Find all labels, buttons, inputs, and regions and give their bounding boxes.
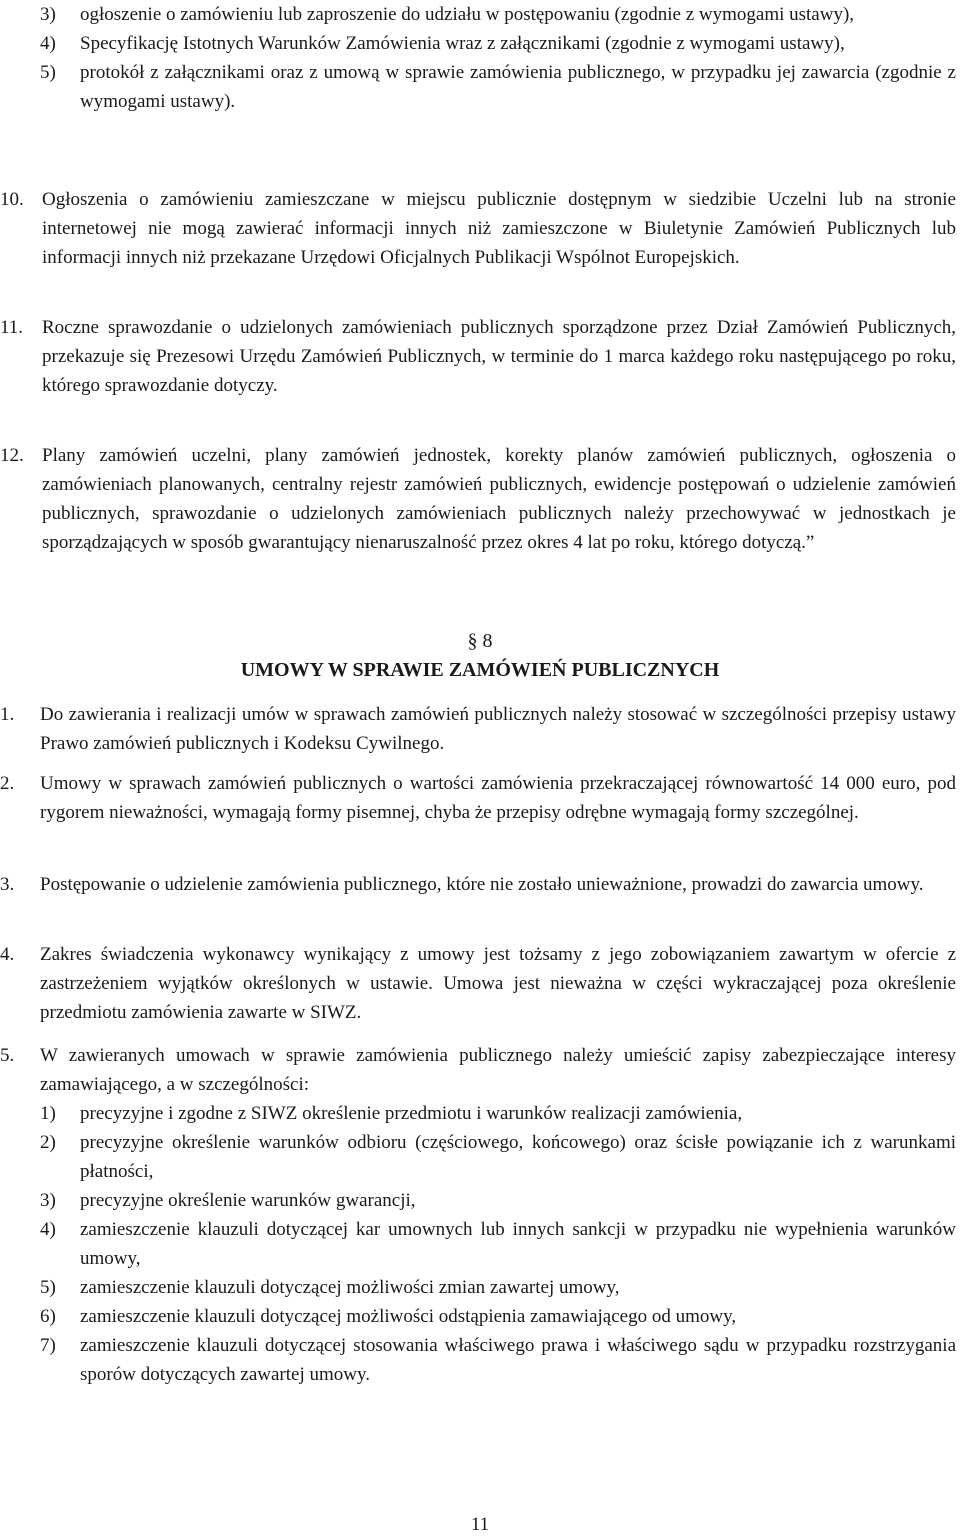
item-text: zamieszczenie klauzuli dotyczącej możliwości odstąpienia zamawiającego od umowy, [80,1306,737,1327]
point-text: W zawieranych umowach w sprawie zamówienia publicznego należy umieścić zapisy zabezpieczające interesy zamawiającego, a w szczególności: [40,1045,956,1095]
point-number: 4. [0,944,15,965]
item-text: zamieszczenie klauzuli dotyczącej kar umownych lub innych sankcji w przypadku nie wypełnienia warunków umowy, [80,1219,956,1269]
sub-list [40,1099,956,1389]
point-number: 3. [0,874,15,895]
umowy-point-2 [0,769,956,827]
item-text: precyzyjne określenie warunków gwarancji, [80,1190,416,1211]
point-number: 11. [0,317,24,338]
item-text: precyzyjne i zgodne z SIWZ określenie przedmiotu i warunków realizacji zamówienia, [80,1103,743,1124]
point-11 [0,313,956,400]
section-symbol: § 8 [467,630,493,652]
list-item [40,1186,956,1215]
umowy-point-4 [0,940,956,1027]
umowy-point-1 [0,700,956,758]
point-number: 5. [0,1045,15,1066]
point-12 [0,441,956,557]
item-text: Specyfikację Istotnych Warunków Zamówienia wraz z załącznikami (zgodnie z wymogami ustawy), [80,33,845,54]
list-item [40,1331,956,1389]
umowy-point-5 [0,1041,956,1099]
point-number: 2. [0,773,15,794]
point-text: Roczne sprawozdanie o udzielonych zamówieniach publicznych sporządzone przez Dział Zamówień Publicznych, przekazuje się Prezesowi Urzędu Zamówień Publicznych, w terminie do 1 marca każdego roku następującego po roku, którego sprawozdanie dotyczy. [42,317,956,396]
item-text: zamieszczenie klauzuli dotyczącej możliwości zmian zawartej umowy, [80,1277,620,1298]
item-number: 4) [40,1219,56,1240]
item-text: zamieszczenie klauzuli dotyczącej stosowania właściwego prawa i właściwego sądu w przypadku rozstrzygania sporów dotyczących zawartej umowy. [80,1335,956,1385]
list-item [40,58,956,116]
item-number: 6) [40,1306,56,1327]
point-number: 10. [0,189,24,210]
list-item [40,1273,956,1302]
section-title: UMOWY W SPRAWIE ZAMÓWIEŃ PUBLICZNYCH [240,659,720,681]
umowy-point-3 [0,870,956,899]
item-number: 2) [40,1132,56,1153]
item-number: 7) [40,1335,56,1356]
item-text: protokół z załącznikami oraz z umową w sprawie zamówienia publicznego, w przypadku jej zawarcia (zgodnie z wymogami ustawy). [80,62,956,112]
item-number: 3) [40,4,56,25]
point-text: Plany zamówień uczelni, plany zamówień jednostek, korekty planów zamówień publicznych, ogłoszenia o zamówieniach planowanych, centralny rejestr zamówień publicznych, ewidencje postępowań o udzielenie zamówień publicznych, sprawozdanie o udzielonych zamówieniach publicznych należy przechowywać w jednostkach je sporządzających w sposób gwarantujący nienaruszalność przez okres 4 lat po roku, którego dotyczą.” [42,445,956,553]
point-number: 12. [0,445,24,466]
list-item [40,1099,956,1128]
item-text: precyzyjne określenie warunków odbioru (częściowego, końcowego) oraz ścisłe powiązanie ich z warunkami płatności, [80,1132,956,1182]
list-item [40,1128,956,1186]
list-item [40,0,956,29]
point-text: Umowy w sprawach zamówień publicznych o wartości zamówienia przekraczającej równowartość 14 000 euro, pod rygorem nieważności, wymagają formy pisemnej, chyba że przepisy odrębne wymagają formy szczególnej. [40,773,956,823]
point-text: Do zawierania i realizacji umów w sprawach zamówień publicznych należy stosować w szczególności przepisy ustawy Prawo zamówień publicznych i Kodeksu Cywilnego. [40,704,956,754]
item-number: 1) [40,1103,56,1124]
item-number: 5) [40,62,56,83]
item-number: 4) [40,33,56,54]
point-10 [0,185,956,272]
item-text: ogłoszenie o zamówieniu lub zaproszenie do udziału w postępowaniu (zgodnie z wymogami ustawy), [80,4,855,25]
point-text: Zakres świadczenia wykonawcy wynikający z umowy jest tożsamy z jego zobowiązaniem zawartym w ofercie z zastrzeżeniem wyjątków określonych w ustawie. Umowa jest nieważna w części wykraczającej poza określenie przedmiotu zamówienia zawarte w SIWZ. [40,944,956,1023]
point-text: Ogłoszenia o zamówieniu zamieszczane w miejscu publicznie dostępnym w siedzibie Uczelni lub na stronie internetowej nie mogą zawierać informacji innych niż zamieszczone w Biuletynie Zamówień Publicznych lub informacji innych niż przekazane Urzędowi Oficjalnych Publikacji Wspólnot Europejskich. [42,189,956,268]
list-item [40,1215,956,1273]
item-number: 5) [40,1277,56,1298]
point-text: Postępowanie o udzielenie zamówienia publicznego, które nie zostało unieważnione, prowadzi do zawarcia umowy. [40,874,924,895]
page-number: 11 [470,1514,490,1535]
top-list [40,0,956,116]
list-item [40,29,956,58]
list-item [40,1302,956,1331]
item-number: 3) [40,1190,56,1211]
point-number: 1. [0,704,15,725]
